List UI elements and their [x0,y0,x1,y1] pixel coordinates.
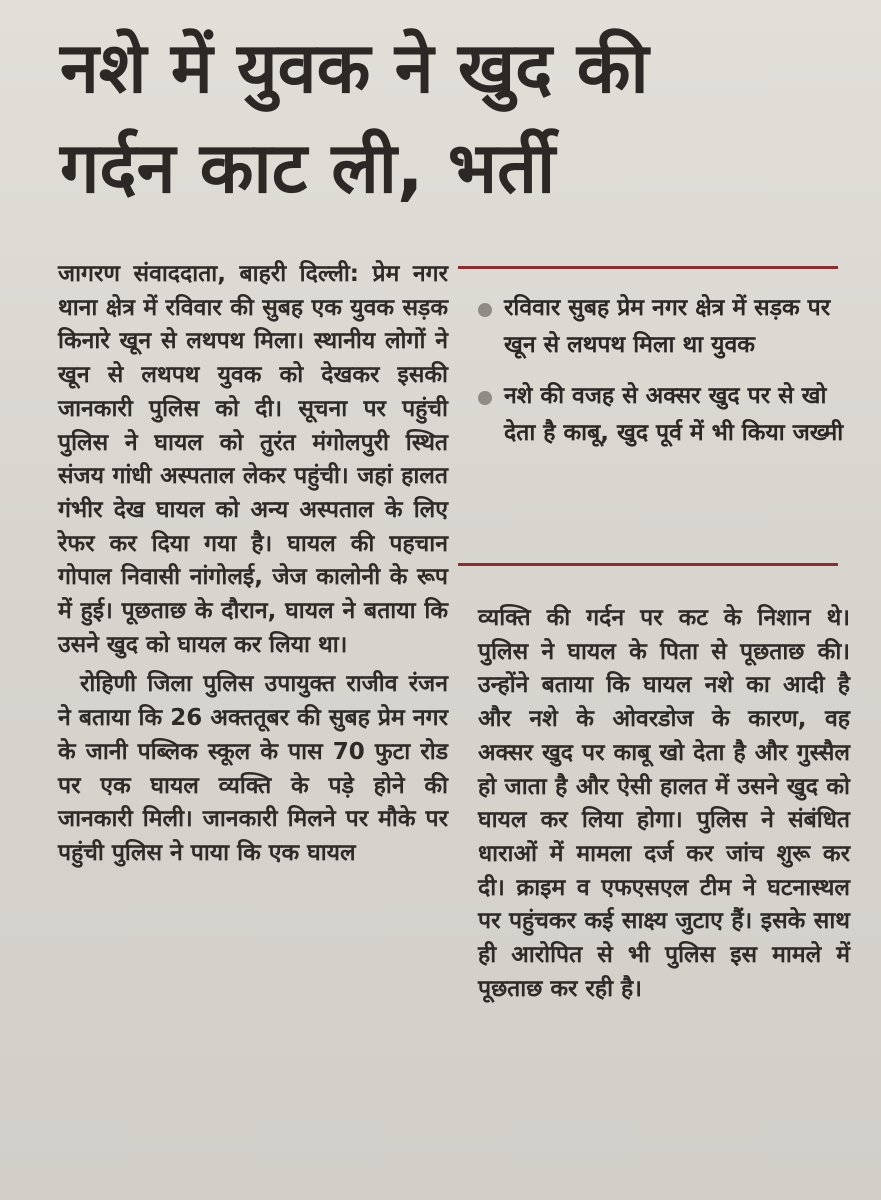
highlights-box [478,290,848,466]
highlights-bottom-divider [458,563,838,566]
article-para-1-text: प्रेम नगर थाना क्षेत्र में रविवार की सुबह एक युवक सड़क किनारे खून से लथपथ मिला। स्थानीय लोगों ने खून से लथपथ युवक को देखकर इसकी जानकारी पुलिस को दी। सूचना पर पहुंची पुलिस ने घायल को तुरंत मंगोलपुरी स्थित संजय गांधी अस्पताल लेकर पहुंची। जहां हालत गंभीर देख घायल को अन्य अस्पताल के लिए रेफर कर दिया गया है। घायल की पहचान गोपाल निवासी नांगोलई, जेज कालोनी के रूप में हुई। पूछताछ के दौरान, घायल ने बताया कि उसने खुद को घायल कर लिया था। [58,261,448,658]
highlights-top-divider [458,266,838,269]
headline [60,18,860,218]
article-para-2: रोहिणी जिला पुलिस उपायुक्त राजीव रंजन ने बताया कि 26 अक्ततूबर की सुबह प्रेम नगर के जानी पब्लिक स्कूल के पास 70 फुटा रोड पर एक घायल व्यक्ति के पड़े होने की जानकारी मिली। जानकारी मिलने पर मौके पर पहुंची पुलिस ने पाया कि एक घायल [58,671,448,866]
highlight-text: नशे की वजह से अक्सर खुद पर से खो देता है काबू, खुद पूर्व में भी किया जख्मी [504,383,844,446]
bullet-icon [478,303,492,317]
highlight-item [478,378,848,452]
highlight-text: रविवार सुबह प्रेम नगर क्षेत्र में सड़क पर खून से लथपथ मिला था युवक [504,295,831,358]
highlight-item [478,290,848,364]
headline-line-1: नशे में युवक ने खुद की [60,27,649,109]
article-para-1 [58,258,448,662]
bullet-icon [478,391,492,405]
article-para-3: व्यक्ति की गर्दन पर कट के निशान थे। पुलिस ने घायल के पिता से पूछताछ की। उन्होंने बताया कि घायल नशे का आदी है और नशे के ओवरडोज के कारण, वह अक्सर खुद पर काबू खो देता है और गुस्सैल हो जाता है और ऐसी हालत में उसने खुद को घायल कर लिया होगा। पुलिस ने संबंधित धाराओं में मामला दर्ज कर जांच शुरू कर दी। क्राइम व एफएसएल टीम ने घटनास्थल पर पहुंचकर कई साक्ष्य जुटाए हैं। इसके साथ ही आरोपित से भी पुलिस इस मामले में पूछताछ कर रही है। [478,605,850,1002]
article-column-right [478,602,850,1006]
article-column-left [58,258,448,871]
dateline: जागरण संवाददाता, बाहरी दिल्ली: [58,261,359,287]
headline-line-2: गर्दन काट ली, भर्ती [60,127,556,209]
